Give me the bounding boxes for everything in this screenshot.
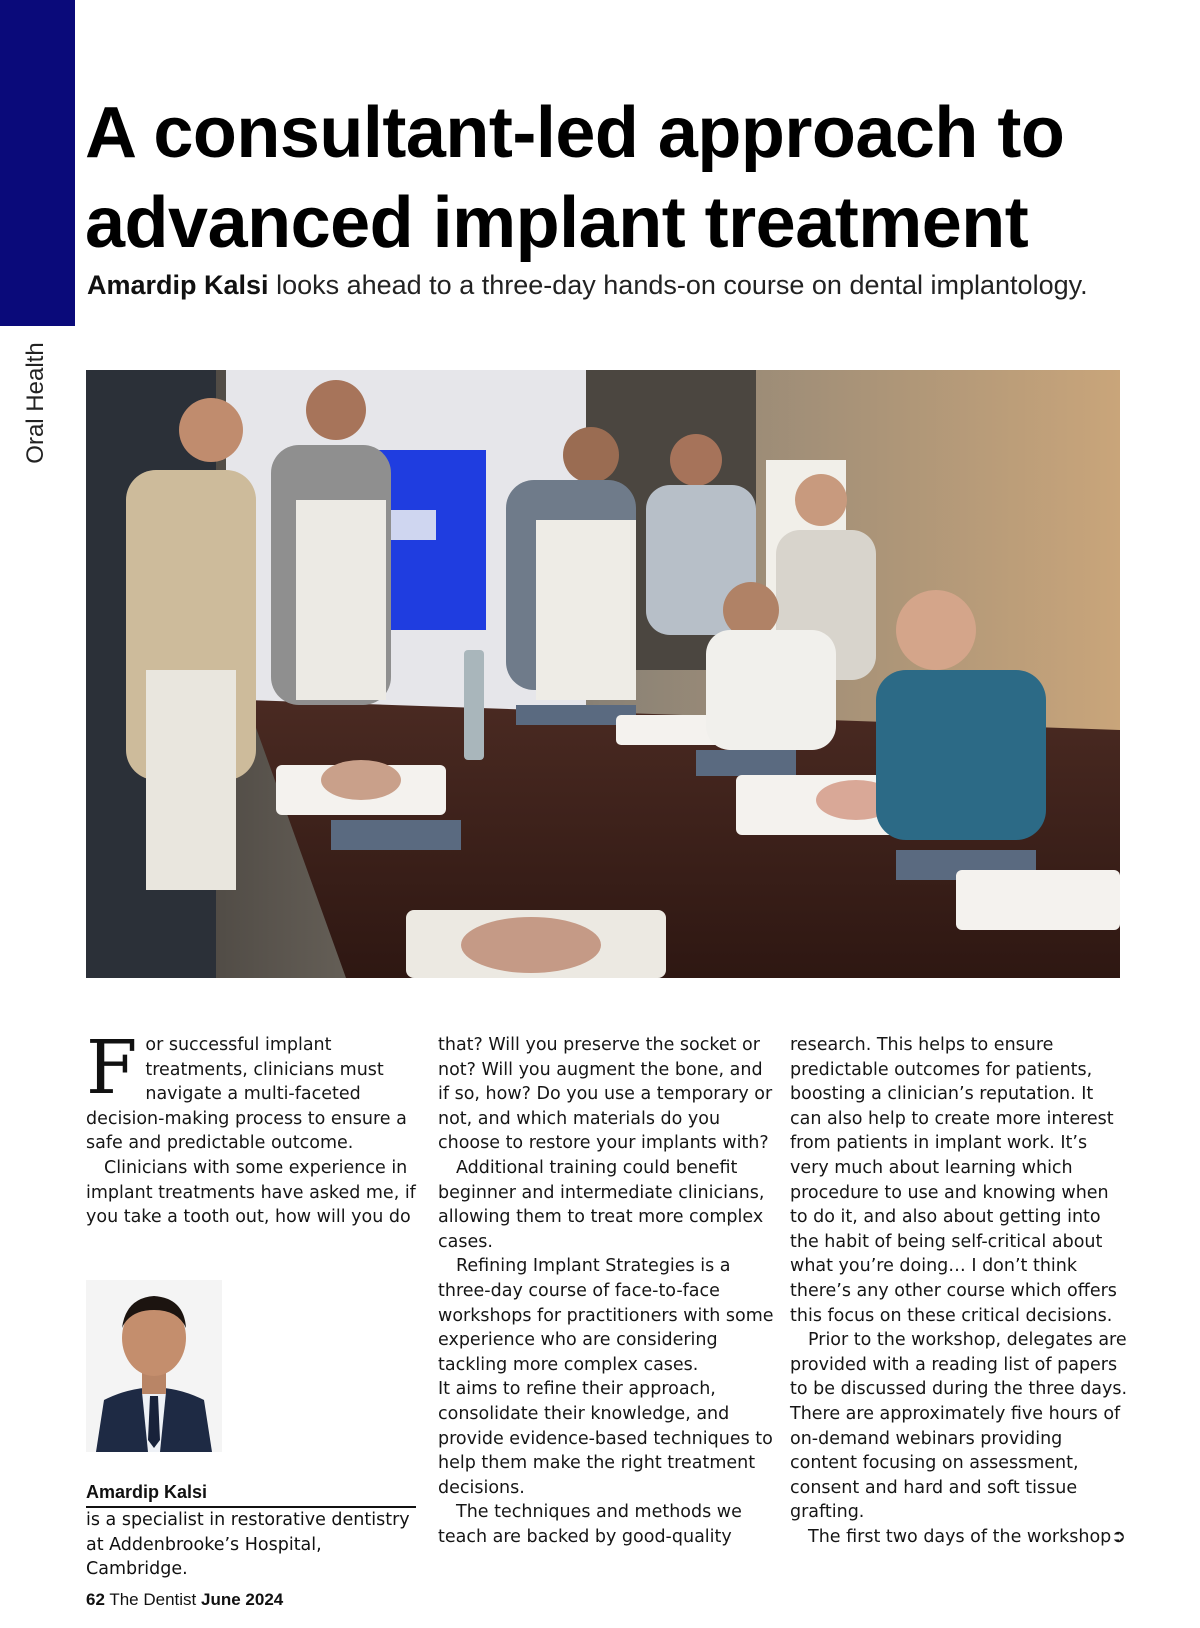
body-paragraph: Clinicians with some experience in implant treatments have asked me, if you take a tooth out, how will you do	[86, 1157, 416, 1228]
standfirst-text: looks ahead to a three-day hands-on course on dental implantology.	[268, 270, 1088, 300]
continue-arrow-icon: ➲	[1111, 1526, 1126, 1547]
standfirst	[87, 270, 1187, 301]
body-paragraph	[790, 1525, 1130, 1550]
body-paragraph: It aims to refine their approach, consolidate their knowledge, and provide evidence-based techniques to help them make the right treatment decisions.	[438, 1379, 773, 1498]
body-paragraph: Prior to the workshop, delegates are provided with a reading list of papers to be discussed during the three days. There are approximately five hours of on-demand webinars providing content focusing on assessment, consent and hard and soft tissue grafting.	[790, 1330, 1128, 1523]
section-color-bar	[0, 0, 75, 326]
publication-name: The Dentist	[109, 1590, 197, 1609]
issue-date: June 2024	[201, 1590, 284, 1609]
article-title	[85, 88, 1185, 268]
body-paragraph: research. This helps to ensure predictable outcomes for patients, boosting a clinician’s reputation. It can also help to create more interest from patients in implant work. It’s very much about learning which procedure to use and knowing when to do it, and also about getting into the habit of being self-critical about what you’re doing… I don’t think there’s any other course which offers this focus on these critical decisions.	[790, 1035, 1117, 1326]
drop-cap: F	[86, 1025, 138, 1111]
body-paragraph: The techniques and methods we teach are backed by good-quality	[438, 1502, 742, 1547]
workshop-photo	[86, 370, 1120, 978]
author-headshot	[86, 1280, 222, 1452]
body-paragraph: that? Will you preserve the socket or not? Will you augment the bone, and if so, how? Do you use a temporary or not, and which materials do you choose to restore your implants with?	[438, 1035, 773, 1154]
page-footer	[86, 1590, 283, 1610]
body-paragraph-text: or successful implant treatments, clinicians must navigate a multi-faceted decision-making process to ensure a safe and predictable outcome.	[86, 1035, 407, 1154]
author-name: Amardip Kalsi	[86, 1482, 416, 1508]
article-title-line-2: advanced implant treatment	[85, 183, 1029, 263]
page-number: 62	[86, 1590, 105, 1609]
body-column-3	[790, 1033, 1130, 1549]
section-label: Oral Health	[22, 342, 49, 464]
body-paragraph	[86, 1025, 416, 1156]
body-paragraph: Additional training could benefit beginner and intermediate clinicians, allowing them to treat more complex cases.	[438, 1157, 765, 1252]
body-column-2	[438, 1033, 778, 1549]
body-column-1	[86, 1025, 416, 1230]
author-bio: is a specialist in restorative dentistry at Addenbrooke’s Hospital, Cambridge.	[86, 1510, 410, 1580]
body-paragraph: Refining Implant Strategies is a three-day course of face-to-face workshops for practitioners with some experience who are considering tackling more complex cases.	[438, 1256, 774, 1375]
standfirst-author: Amardip Kalsi	[87, 270, 269, 300]
article-title-line-1: A consultant-led approach to	[85, 93, 1065, 173]
body-paragraph-text: The first two days of the workshop	[808, 1526, 1112, 1547]
